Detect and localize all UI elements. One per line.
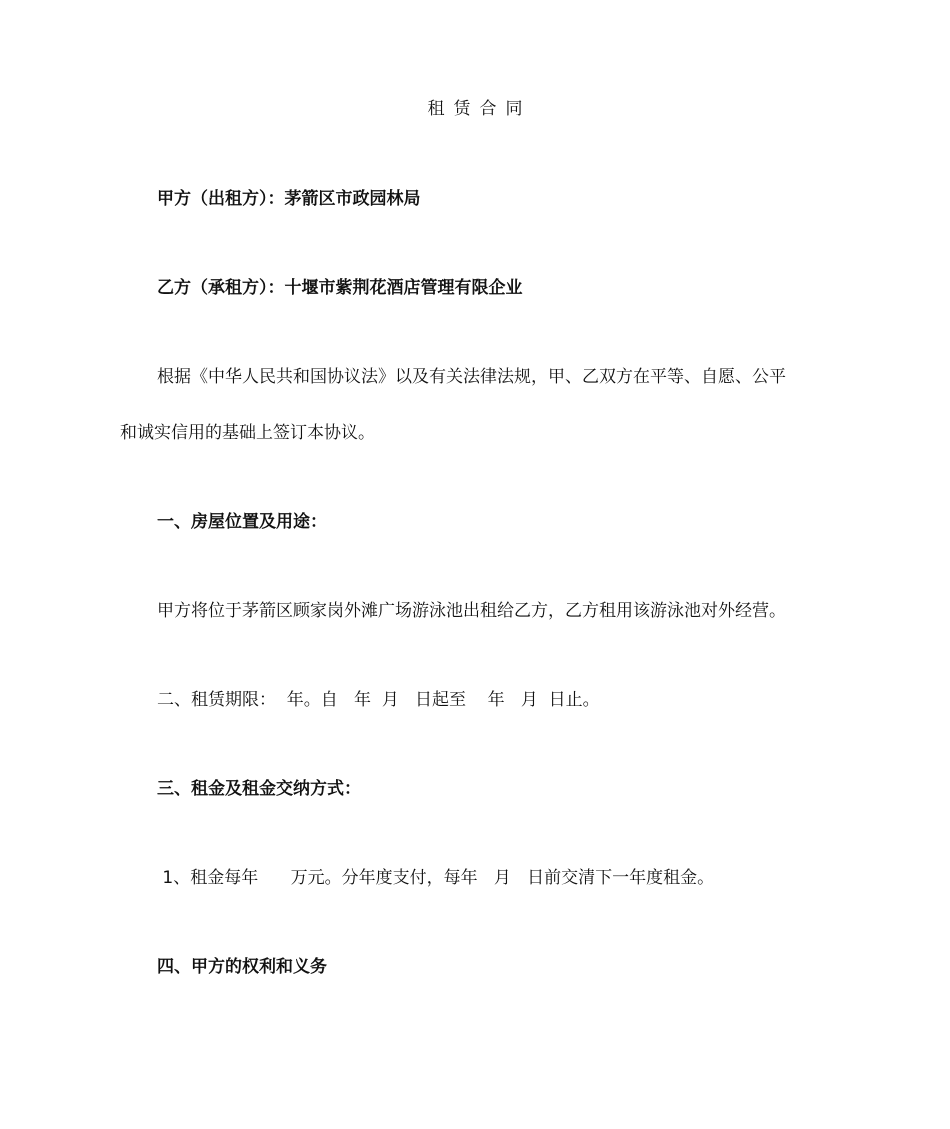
section-3-item-1: 1、租金每年 万元。分年度支付，每年 月 日前交清下一年度租金。 [157,868,715,888]
section-4-heading: 四、甲方的权利和义务 [157,957,327,977]
section-2-line: 二、租赁期限： 年。自 年 月 日起至 年 月 日止。 [157,690,600,710]
section-1-body: 甲方将位于茅箭区顾家岗外滩广场游泳池出租给乙方，乙方租用该游泳池对外经营。 [157,601,786,621]
intro-paragraph-line-1: 根据《中华人民共和国协议法》以及有关法律法规，甲、乙双方在平等、自愿、公平 [157,367,786,387]
party-a-line: 甲方（出租方）：茅箭区市政园林局 [157,189,421,209]
section-1-heading: 一、房屋位置及用途： [157,512,327,532]
intro-paragraph-line-2: 和诚实信用的基础上签订本协议。 [120,423,375,443]
party-b-line: 乙方（承租方）：十堰市紫荆花酒店管理有限企业 [157,278,523,298]
section-3-heading: 三、租金及租金交纳方式： [157,779,361,799]
contract-title: 租赁合同 [427,99,532,119]
